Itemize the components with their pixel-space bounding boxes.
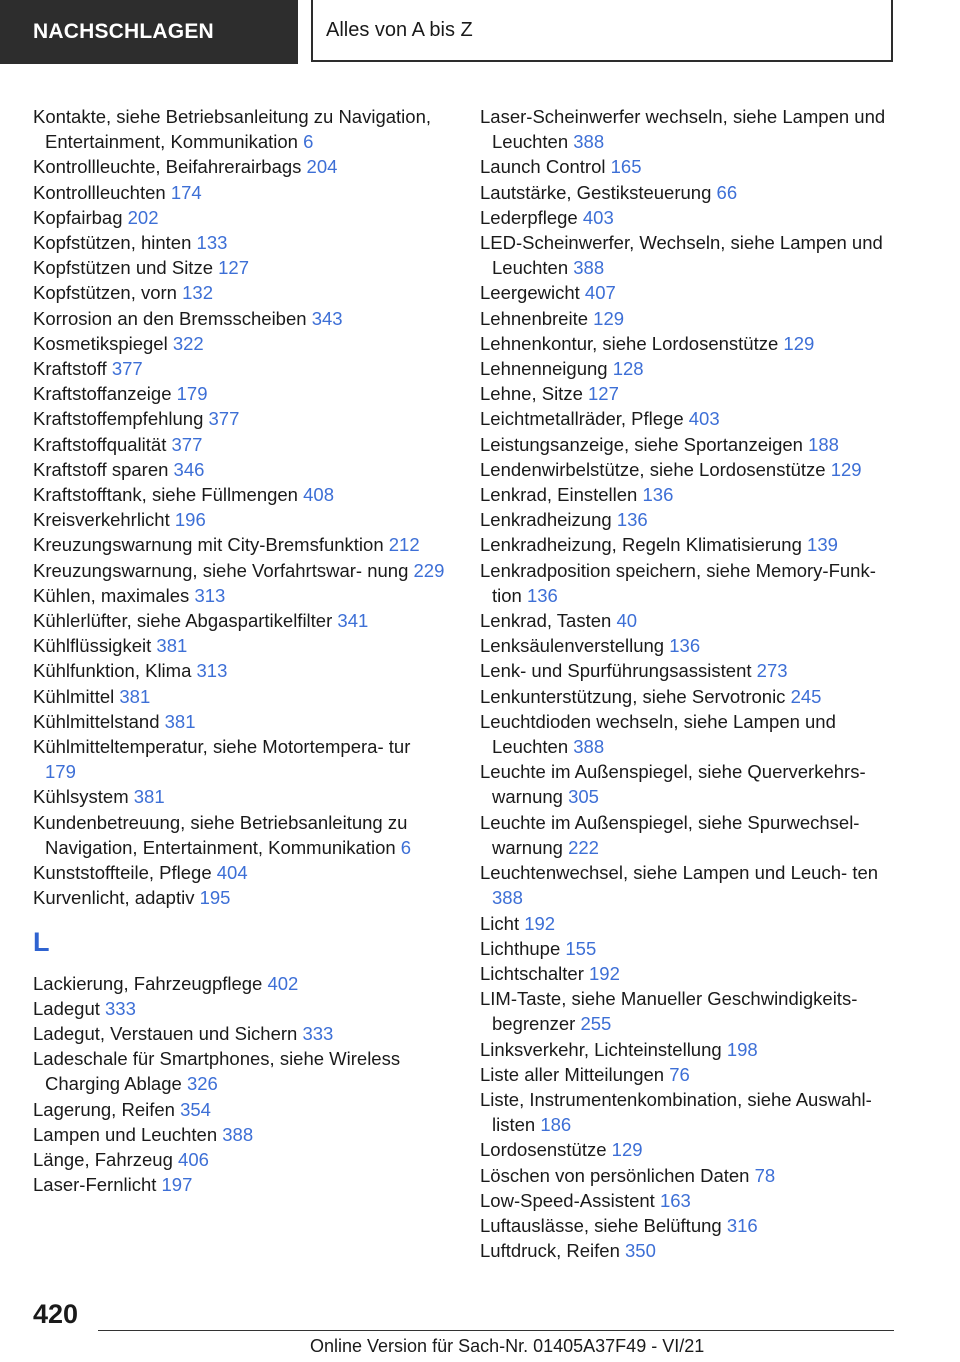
index-entry-page-link[interactable]: 381 [164,710,196,732]
index-entry-page-link[interactable]: 381 [133,786,165,808]
index-entry [480,558,895,608]
index-entry [480,1213,895,1238]
index-entry-page-link[interactable]: 316 [726,1214,758,1236]
index-entry-term: Kurvenlicht, adaptiv [33,887,200,909]
index-entry [480,810,895,860]
index-entry-page-link[interactable]: 129 [593,307,625,329]
index-entry-page-link[interactable]: 408 [303,484,334,506]
index-entry [480,1238,895,1263]
footer-rule [98,1330,894,1331]
index-entry-term: Kühlerlüfter, siehe Abgaspartikelfilter [33,610,338,632]
index-entry [33,684,445,709]
index-entry [480,658,895,683]
index-entry [33,1097,445,1122]
index-entry-page-link[interactable]: 139 [807,534,838,556]
index-entry-page-link[interactable]: 245 [790,685,822,707]
index-entry-page-link[interactable]: 212 [388,534,420,556]
index-entry-term: Kraftstoffempfehlung [33,408,209,430]
index-entry [480,911,895,936]
index-entry [480,457,895,482]
index-entry [480,104,895,154]
index-entry [480,936,895,961]
index-entry-page-link[interactable]: 388 [573,736,605,758]
index-entry-term: Lautstärke, Gestiksteuerung [480,181,717,203]
index-entry-term: Laser-Scheinwerfer wechseln, siehe Lampen und Leuchten [480,106,886,153]
index-entry [33,205,445,230]
index-entry-page-link[interactable]: 76 [669,1063,690,1085]
index-entry-term: Laser-Fernlicht [33,1174,162,1196]
index-entry-page-link[interactable]: 377 [208,408,240,430]
index-entry-page-link[interactable]: 350 [625,1240,656,1262]
index-entry-page-link[interactable]: 403 [582,206,614,228]
index-entry-page-link[interactable]: 163 [659,1189,691,1211]
index-entry-term: Ladeschale für Smartphones, siehe Wireless Charging Ablage [33,1048,401,1095]
index-entry [33,860,445,885]
index-entry [480,759,895,809]
index-entry [480,482,895,507]
index-entry-term: Kühlflüssigkeit [33,635,157,657]
index-entry [480,280,895,305]
index-entry-term: Länge, Fahrzeug [33,1148,179,1170]
index-entry-page-link[interactable]: 354 [180,1098,211,1120]
index-entry-term: Kraftstoff sparen [33,458,174,480]
index-entry-term: Kraftstoffqualität [33,433,172,455]
index-entry-page-link[interactable]: 273 [756,660,788,682]
index-entry [33,810,445,860]
header-title-box [311,0,893,62]
index-entry-page-link[interactable]: 341 [337,610,369,632]
index-entry-page-link[interactable]: 78 [754,1164,776,1186]
index-entry-page-link[interactable]: 322 [172,332,204,354]
index-entry [33,709,445,734]
index-entry-term: Kosmetikspiegel [33,332,173,354]
index-entry [480,1163,895,1188]
index-entry-term: Leuchtenwechsel, siehe Lampen und Leuch- ten [480,862,879,884]
index-entry [480,633,895,658]
index-entry [33,432,445,457]
index-entry-term: Kühlmittelstand [33,710,165,732]
index-entry [33,255,445,280]
index-entry-term: Lichthupe [480,937,566,959]
index-entry [33,1021,445,1046]
index-entry-page-link[interactable]: 40 [616,610,638,632]
index-entry [33,381,445,406]
index-entry-page-link[interactable]: 155 [565,937,597,959]
index-column-right [480,104,895,1263]
index-entry-term: Kraftstoff [33,358,112,380]
index-entry-page-link[interactable]: 127 [218,257,249,279]
index-entry-page-link[interactable]: 136 [642,484,674,506]
index-list-l-continued [480,104,895,1263]
index-entry-page-link[interactable]: 192 [589,962,620,984]
index-entry [480,1062,895,1087]
index-entry-page-link[interactable]: 403 [688,408,720,430]
index-entry-term: Liste aller Mitteilungen [480,1063,670,1085]
index-entry [33,457,445,482]
index-entry [33,331,445,356]
index-entry-page-link[interactable]: 66 [716,181,738,203]
index-entry-page-link[interactable]: 381 [119,685,151,707]
index-entry-term: Kühlmitteltemperatur, siehe Motortempera- tur [33,736,411,758]
index-entry [480,608,895,633]
index-entry [480,381,895,406]
index-entry-term: Leergewicht [480,282,585,304]
index-entry [33,507,445,532]
index-entry [480,1087,895,1137]
index-entry [33,608,445,633]
index-entry [480,356,895,381]
index-entry [33,996,445,1021]
index-entry-term: Löschen von persönlichen Daten [480,1164,755,1186]
index-entry [33,734,445,784]
index-entry-term: Lenkradheizung, Regeln Klimatisierung [480,534,808,556]
index-list-k [33,104,445,911]
index-entry [33,583,445,608]
index-entry-term: Kreuzungswarnung mit City-Bremsfunktion [33,534,389,556]
index-entry-term: Kopfstützen, vorn [33,282,183,304]
index-entry-term: Korrosion an den Bremsscheiben [33,307,312,329]
index-entry [33,482,445,507]
index-entry [33,1046,445,1096]
index-entry [480,432,895,457]
index-entry-page-link[interactable]: 204 [306,156,338,178]
index-entry [480,860,895,910]
index-entry-term: Lehnenneigung [480,358,613,380]
index-entry-term: Lehne, Sitze [480,383,588,405]
index-entry [33,1122,445,1147]
index-entry-page-link[interactable]: 346 [173,458,205,480]
index-entry-page-link[interactable]: 196 [174,509,206,531]
index-entry [33,633,445,658]
index-entry [33,658,445,683]
index-entry-term: Kontakte, siehe Betriebsanleitung zu Navigation, Entertainment, Kommunikation [33,106,432,153]
index-entry-page-link[interactable]: 136 [669,635,701,657]
index-entry-term: Ladegut, Verstauen und Sichern [33,1022,303,1044]
page-number: 420 [33,1299,79,1329]
index-entry [480,507,895,532]
index-entry-term: Lendenwirbelstütze, siehe Lordosenstütze [480,458,831,480]
index-entry-page-link[interactable]: 406 [178,1148,209,1170]
header-title: Alles von A bis Z [326,18,473,41]
index-entry-page-link[interactable]: 407 [584,282,616,304]
index-entry-term: Liste, Instrumentenkombination, siehe Auswahl- listen [480,1088,872,1136]
index-entry-term: Low-Speed-Assistent [480,1189,660,1211]
index-entry-page-link[interactable]: 179 [176,383,208,405]
index-entry-term: Kopfstützen und Sitze [33,257,219,279]
online-version-note: Online Version für Sach-Nr. 01405A37F49 - VI/21 [310,1336,705,1356]
index-entry-page-link[interactable]: 127 [588,383,619,405]
index-entry [33,784,445,809]
index-entry [33,558,445,583]
index-entry [480,961,895,986]
index-entry-term: Kühlfunktion, Klima [33,660,197,682]
index-entry-term: LED-Scheinwerfer, Wechseln, siehe Lampen und Leuchten [480,232,883,279]
index-entry-term: Kontrollleuchte, Beifahrerairbags [33,156,307,178]
index-entry [33,532,445,557]
index-entry-term: Lenkrad, Einstellen [480,484,643,506]
index-entry-term: Kühlmittel [33,685,120,707]
index-entry-page-link[interactable]: 326 [186,1073,218,1095]
index-entry-page-link[interactable]: 255 [580,1013,612,1035]
index-entry [480,1188,895,1213]
index-entry-page-link[interactable]: 132 [182,282,213,304]
index-entry [33,406,445,431]
index-entry-page-link[interactable]: 6 [400,836,412,858]
index-entry-term: Lichtschalter [480,962,589,984]
index-entry [33,1147,445,1172]
index-entry [33,306,445,331]
index-entry-term: Lenkradposition speichern, siehe Memory-Funk- tion [480,559,876,606]
index-entry [480,406,895,431]
index-entry-page-link[interactable]: 197 [161,1174,193,1196]
index-entry-term: Lackierung, Fahrzeugpflege [33,972,268,994]
index-entry-page-link[interactable]: 165 [610,156,642,178]
index-entry-term: Lenkradheizung [480,509,617,531]
index-entry-page-link[interactable]: 377 [111,358,143,380]
index-entry [33,1172,445,1197]
index-entry-term: Kontrollleuchten [33,181,171,203]
index-list-l [33,971,445,1198]
index-entry-page-link[interactable]: 343 [311,307,343,329]
index-entry-term: Lenk- und Spurführungsassistent [480,660,757,682]
index-entry-page-link[interactable]: 136 [616,509,648,531]
index-entry [480,331,895,356]
index-entry [33,971,445,996]
index-entry-page-link[interactable]: 136 [526,584,558,606]
index-entry-term: Licht [480,912,525,934]
index-entry [33,356,445,381]
index-entry-page-link[interactable]: 388 [492,887,523,909]
index-entry-page-link[interactable]: 129 [611,1139,643,1161]
index-entry [480,684,895,709]
index-entry-page-link[interactable]: 222 [568,836,599,858]
header-section-tab [0,0,298,64]
index-entry [480,709,895,759]
index-entry [480,230,895,280]
index-entry-term: Lehnenbreite [480,307,594,329]
index-entry-page-link[interactable]: 198 [726,1038,758,1060]
index-entry-page-link[interactable]: 188 [808,433,839,455]
index-entry-page-link[interactable]: 388 [573,257,605,279]
index-entry-term: Lordosenstütze [480,1139,612,1161]
index-entry-term: Lampen und Leuchten [33,1123,223,1145]
index-entry-term: Ladegut [33,997,106,1019]
index-entry-page-link[interactable]: 195 [199,887,231,909]
index-entry-page-link[interactable]: 313 [194,584,226,606]
index-entry-term: Leuchte im Außenspiegel, siehe Querverkehrs- warnung [480,761,866,808]
index-entry-term: Kraftstofftank, siehe Füllmengen [33,484,304,506]
index-entry [33,180,445,205]
index-entry-page-link[interactable]: 305 [568,786,599,808]
index-entry-term: Lenksäulenverstellung [480,635,670,657]
index-entry-term: Luftauslässe, siehe Belüftung [480,1214,727,1236]
index-entry-page-link[interactable]: 129 [783,332,815,354]
index-entry [480,306,895,331]
index-entry-term: Kopfstützen, hinten [33,232,197,254]
index-entry-term: Kopfairbag [33,206,128,228]
index-entry-term: Linksverkehr, Lichteinstellung [480,1038,727,1060]
index-entry-page-link[interactable]: 128 [612,358,644,380]
index-entry-term: Lenkunterstützung, siehe Servotronic [480,685,791,707]
index-entry [33,104,445,154]
index-entry-term: Kühlen, maximales [33,584,195,606]
index-entry-term: Kundenbetreuung, siehe Betriebsanleitung zu Navigation, Entertainment, Kommunikation [33,811,408,858]
index-entry-page-link[interactable]: 229 [413,559,445,581]
index-entry-page-link[interactable]: 388 [573,131,605,153]
index-entry-page-link[interactable]: 333 [302,1022,334,1044]
index-column-left [33,104,445,1197]
index-entry [480,1037,895,1062]
index-entry [33,154,445,179]
index-entry-term: Kreisverkehrlicht [33,509,175,531]
index-entry [480,1137,895,1162]
index-entry-page-link[interactable]: 179 [45,761,76,783]
index-entry-page-link[interactable]: 313 [196,660,228,682]
index-entry-page-link[interactable]: 404 [216,862,248,884]
index-entry-term: Leistungsanzeige, siehe Sportanzeigen [480,433,809,455]
index-entry-page-link[interactable]: 129 [830,458,862,480]
index-entry-term: Lederpflege [480,206,583,228]
index-entry [480,205,895,230]
index-entry-page-link[interactable]: 333 [105,997,136,1019]
index-entry [33,230,445,255]
index-entry [480,180,895,205]
index-entry-term: Leuchte im Außenspiegel, siehe Spurwechsel- warnung [480,811,860,858]
index-entry-page-link[interactable]: 192 [524,912,556,934]
index-entry-term: Launch Control [480,156,611,178]
index-entry-page-link[interactable]: 402 [267,972,299,994]
index-entry-page-link[interactable]: 377 [171,433,203,455]
index-entry-page-link[interactable]: 186 [540,1114,572,1136]
index-entry-page-link[interactable]: 202 [127,206,159,228]
index-entry [480,532,895,557]
index-entry-term: Lenkrad, Tasten [480,610,617,632]
index-entry-term: Lehnenkontur, siehe Lordosenstütze [480,332,784,354]
index-entry-term: Kunststoffteile, Pflege [33,862,217,884]
index-entry-page-link[interactable]: 133 [196,232,228,254]
index-entry-term: Leichtmetallräder, Pflege [480,408,689,430]
index-entry-term: Kraftstoffanzeige [33,383,177,405]
index-entry-term: Luftdruck, Reifen [480,1240,625,1262]
index-entry-page-link[interactable]: 381 [156,635,188,657]
header-section-label: NACHSCHLAGEN [33,20,214,43]
index-entry-page-link[interactable]: 174 [170,181,202,203]
index-entry-term: LIM-Taste, siehe Manueller Geschwindigkeits- begrenzer [480,988,858,1035]
index-entry [33,885,445,910]
index-entry-page-link[interactable]: 6 [303,131,314,153]
index-entry-page-link[interactable]: 388 [222,1123,254,1145]
index-entry-term: Leuchtdioden wechseln, siehe Lampen und Leuchten [480,710,836,758]
index-entry [480,986,895,1036]
index-entry-term: Lagerung, Reifen [33,1098,181,1120]
index-entry-term: Kreuzungswarnung, siehe Vorfahrtswar- nung [33,559,414,581]
index-entry-term: Kühlsystem [33,786,134,808]
index-entry [33,280,445,305]
section-letter-l: L [33,926,50,957]
index-entry [480,154,895,179]
